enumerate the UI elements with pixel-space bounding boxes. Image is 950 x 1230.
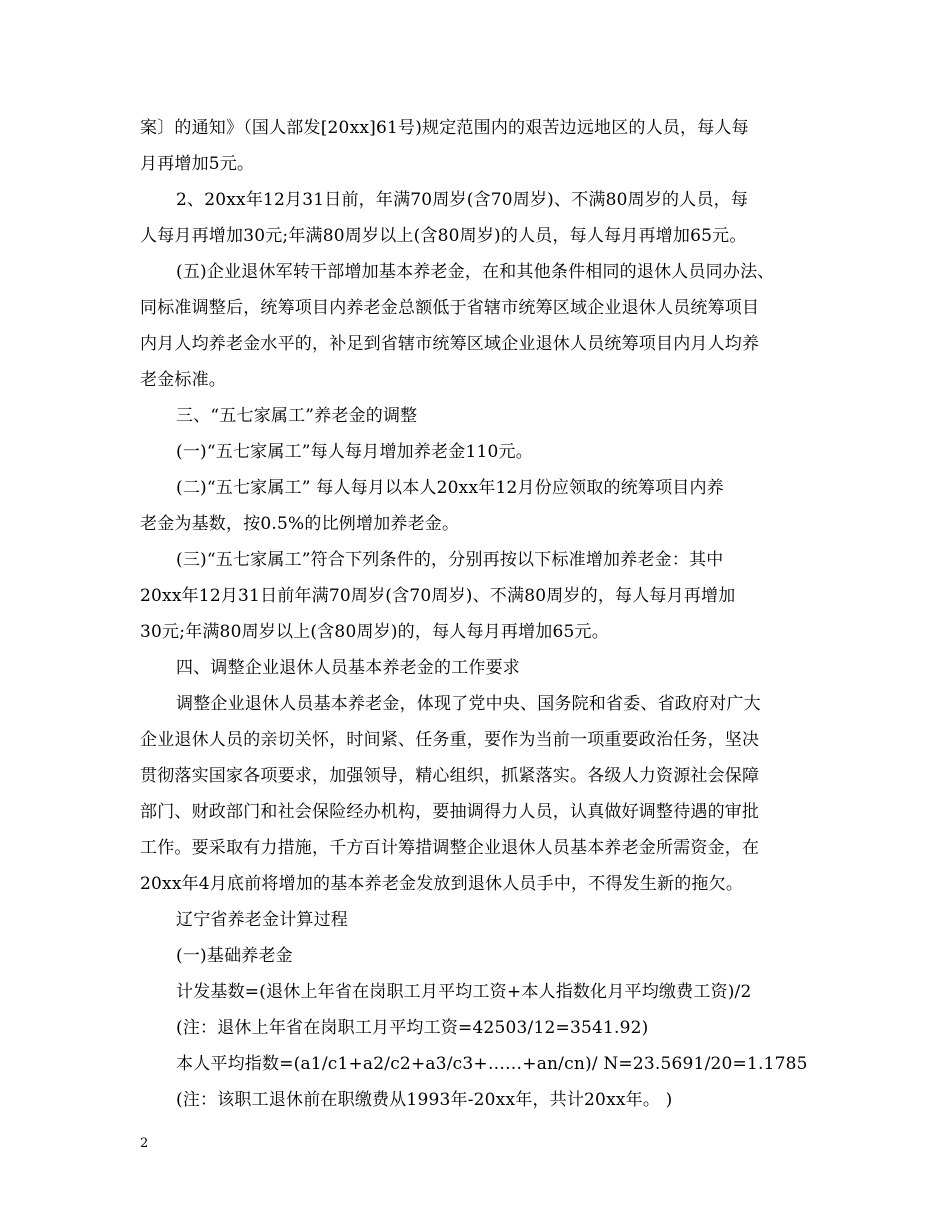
text-line: 工作。要采取有力措施，千方百计筹措调整企业退休人员基本养老金所需资金，在 [140, 838, 760, 858]
text-line: (五)企业退休军转干部增加基本养老金，在和其他条件相同的退休人员同办法、 [176, 262, 775, 282]
text-line: 老金标准。 [140, 370, 226, 390]
text-line: 企业退休人员的亲切关怀，时间紧、任务重，要作为当前一项重要政治任务，坚决 [140, 730, 760, 750]
text-line: 月再增加5元。 [140, 154, 255, 174]
text-line: 内月人均养老金水平的，补足到省辖市统筹区域企业退休人员统筹项目内月人均养 [140, 334, 760, 354]
note-line: (注：退休上年省在岗职工月平均工资=42503/12=3541.92) [176, 1018, 649, 1038]
text-line: 30元;年满80周岁以上(含80周岁)的，每人每月再增加65元。 [140, 622, 609, 642]
text-line: (一)“五七家属工”每人每月增加养老金110元。 [176, 442, 533, 462]
text-line: (一)基础养老金 [176, 946, 293, 966]
text-line: (三)“五七家属工”符合下列条件的，分别再按以下标准增加养老金：其中 [176, 550, 724, 570]
section-heading: 辽宁省养老金计算过程 [176, 910, 348, 930]
text-line: 调整企业退休人员基本养老金，体现了党中央、国务院和省委、省政府对广大 [176, 694, 761, 714]
text-line: 贯彻落实国家各项要求，加强领导，精心组织，抓紧落实。各级人力资源社会保障 [140, 766, 760, 786]
text-line: 案〕的通知》（国人部发[20xx]61号)规定范围内的艰苦边远地区的人员，每人每 [140, 118, 749, 138]
note-line: (注：该职工退休前在职缴费从1993年-20xx年，共计20xx年。 ) [176, 1090, 673, 1110]
text-line: 20xx年12月31日前年满70周岁(含70周岁)、不满80周岁的，每人每月再增加 [140, 586, 736, 606]
formula-line: 本人平均指数=(a1/c1+a2/c2+a3/c3+……+an/cn)/ N=23.5691/20=1.1785 [176, 1054, 808, 1074]
text-line: 人每月再增加30元;年满80周岁以上(含80周岁)的人员，每人每月再增加65元。 [140, 226, 747, 246]
page-number: 2 [140, 1136, 149, 1151]
formula-line: 计发基数=(退休上年省在岗职工月平均工资+本人指数化月平均缴费工资)/2 [176, 982, 752, 1002]
text-line: 同标准调整后，统筹项目内养老金总额低于省辖市统筹区域企业退休人员统筹项目 [140, 298, 760, 318]
text-line: 20xx年4月底前将增加的基本养老金发放到退休人员手中，不得发生新的拖欠。 [140, 874, 744, 894]
section-heading: 三、“五七家属工”养老金的调整 [176, 406, 418, 426]
text-line: 2、20xx年12月31日前，年满70周岁(含70周岁)、不满80周岁的人员，每 [176, 190, 749, 210]
text-line: (二)“五七家属工” 每人每月以本人20xx年12月份应领取的统筹项目内养 [176, 478, 724, 498]
text-line: 部门、财政部门和社会保险经办机构，要抽调得力人员，认真做好调整待遇的审批 [140, 802, 760, 822]
text-line: 老金为基数，按0.5%的比例增加养老金。 [140, 514, 460, 534]
section-heading: 四、调整企业退休人员基本养老金的工作要求 [176, 658, 520, 678]
